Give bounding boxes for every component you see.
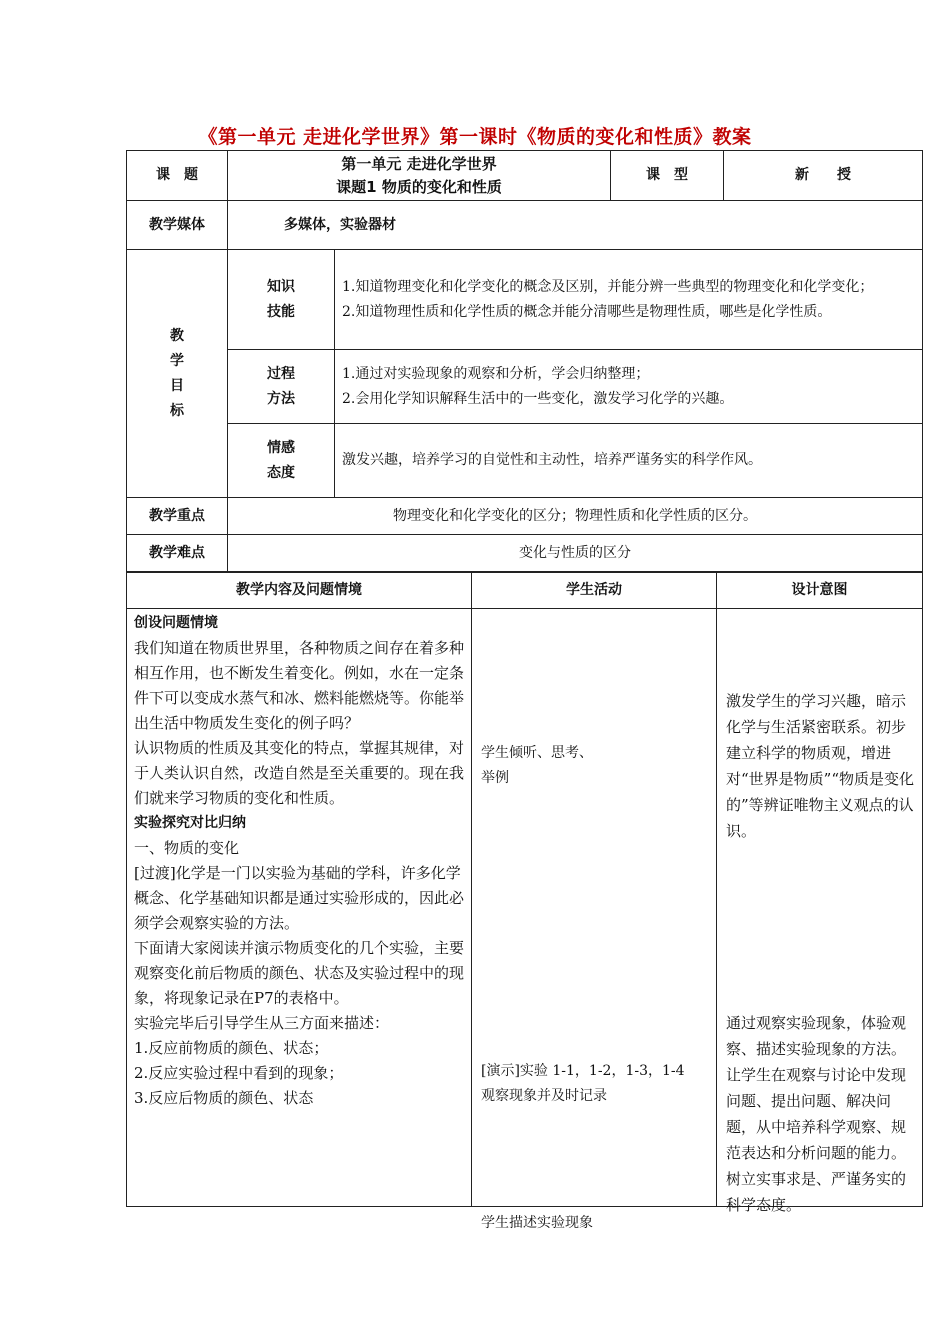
list-item: 3.反应后物质的颜色、状态 bbox=[134, 1089, 314, 1107]
emotion-goal: 激发兴趣，培养学习的自觉性和主动性，培养严谨务实的科学作风。 bbox=[335, 424, 923, 498]
process-goal-1: 1.通过对实验现象的观察和分析，学会归纳整理； bbox=[342, 365, 650, 382]
design-intent-cell bbox=[717, 609, 923, 1214]
paragraph: 认识物质的性质及其变化的特点，掌握其规律，对于人类认识自然，改造自然是至关重要的。现在我们就来学习物质的变化和性质。 bbox=[134, 739, 465, 807]
heading-problem-situation: 创设问题情境 bbox=[134, 615, 218, 631]
list-item: 1.反应前物质的颜色、状态； bbox=[134, 1039, 329, 1057]
activity-example: 举例 bbox=[481, 770, 509, 786]
heading-experiment: 实验探究对比归纳 bbox=[134, 815, 246, 831]
lesson-topic bbox=[228, 151, 611, 201]
student-activity-cell bbox=[472, 609, 717, 1231]
activity-listen: 学生倾听、思考、 bbox=[481, 745, 593, 761]
paragraph: 实验完毕后引导学生从三方面来描述： bbox=[134, 1014, 390, 1032]
emotion-label bbox=[228, 424, 335, 498]
media-label: 教学媒体 bbox=[127, 201, 228, 250]
key-points-value: 物理变化和化学变化的区分；物理性质和化学性质的区分。 bbox=[228, 498, 923, 535]
media-value: 多媒体，实验器材 bbox=[228, 201, 923, 250]
header-activity: 学生活动 bbox=[472, 573, 717, 609]
knowledge-goals bbox=[335, 250, 923, 350]
key-points-label: 教学重点 bbox=[127, 498, 228, 535]
activity-describe: 学生描述实验现象 bbox=[481, 1215, 593, 1231]
lesson-unit: 第一单元 走进化学世界 bbox=[341, 154, 497, 173]
process-label bbox=[228, 350, 335, 424]
difficulties-label: 教学难点 bbox=[127, 535, 228, 572]
difficulties-value: 变化与性质的区分 bbox=[228, 535, 923, 572]
header-intent: 设计意图 bbox=[717, 573, 923, 609]
lesson-title: 课题1 物质的变化和性质 bbox=[336, 177, 502, 196]
type-value: 新 授 bbox=[724, 151, 923, 201]
type-label: 课 型 bbox=[611, 151, 724, 201]
lesson-info-table bbox=[126, 150, 923, 572]
process-label-line: 方法 bbox=[267, 390, 295, 407]
knowledge-label bbox=[228, 250, 335, 350]
knowledge-goal-2: 2.知道物理性质和化学性质的概念并能分清哪些是物理性质，哪些是化学性质。 bbox=[342, 303, 832, 320]
intent-1: 激发学生的学习兴趣，暗示化学与生活紧密联系。初步建立科学的物质观，增进对“世界是物质”“物质是变化的”等辨证唯物主义观点的认识。 bbox=[726, 692, 915, 840]
process-goals bbox=[335, 350, 923, 424]
process-goal-2: 2.会用化学知识解释生活中的一些变化，激发学习化学的兴趣。 bbox=[342, 390, 734, 407]
goals-label-char: 目 bbox=[170, 377, 184, 394]
knowledge-goal-1: 1.知道物理变化和化学变化的概念及区别，并能分辨一些典型的物理变化和化学变化； bbox=[342, 278, 874, 295]
knowledge-label-line: 知识 bbox=[267, 278, 295, 295]
activity-demo: [演示]实验 1-1，1-2，1-3，1-4 bbox=[481, 1063, 685, 1079]
goals-label-char: 教 bbox=[170, 327, 184, 344]
emotion-label-line: 情感 bbox=[267, 439, 295, 456]
topic-label: 课 题 bbox=[127, 151, 228, 201]
goals-label-char: 学 bbox=[170, 352, 184, 369]
activity-record: 观察现象并及时记录 bbox=[481, 1088, 607, 1104]
goals-label bbox=[127, 250, 228, 498]
header-content: 教学内容及问题情境 bbox=[127, 573, 472, 609]
paragraph: 我们知道在物质世界里，各种物质之间存在着多种相互作用，也不断发生着变化。例如，水在一定条件下可以变成水蒸气和冰、燃料能燃烧等。你能举出生活中物质发生变化的例子吗？ bbox=[134, 639, 465, 732]
teaching-process-table bbox=[126, 572, 923, 1231]
document-title: 《第一单元 走进化学世界》第一课时《物质的变化和性质》教案 bbox=[198, 126, 752, 148]
process-label-line: 过程 bbox=[267, 365, 295, 382]
list-item: 2.反应实验过程中看到的现象； bbox=[134, 1064, 344, 1082]
teaching-content-cell bbox=[127, 609, 472, 1207]
emotion-label-line: 态度 bbox=[267, 464, 295, 481]
intent-2: 通过观察实验现象，体验观察、描述实验现象的方法。让学生在观察与讨论中发现问题、提出问题、解决问题，从中培养科学观察、规范表达和分析问题的能力。树立实事求是、严谨务实的科学态度。 bbox=[726, 1014, 907, 1214]
paragraph: [过渡]化学是一门以实验为基础的学科，许多化学概念、化学基础知识都是通过实验形成的，因此必须学会观察实验的方法。 bbox=[134, 864, 465, 932]
section-title: 一、物质的变化 bbox=[134, 839, 240, 857]
goals-label-char: 标 bbox=[170, 402, 184, 419]
knowledge-label-line: 技能 bbox=[267, 303, 295, 320]
paragraph: 下面请大家阅读并演示物质变化的几个实验，主要观察变化前后物质的颜色、状态及实验过程中的现象，将现象记录在P7的表格中。 bbox=[134, 939, 465, 1007]
